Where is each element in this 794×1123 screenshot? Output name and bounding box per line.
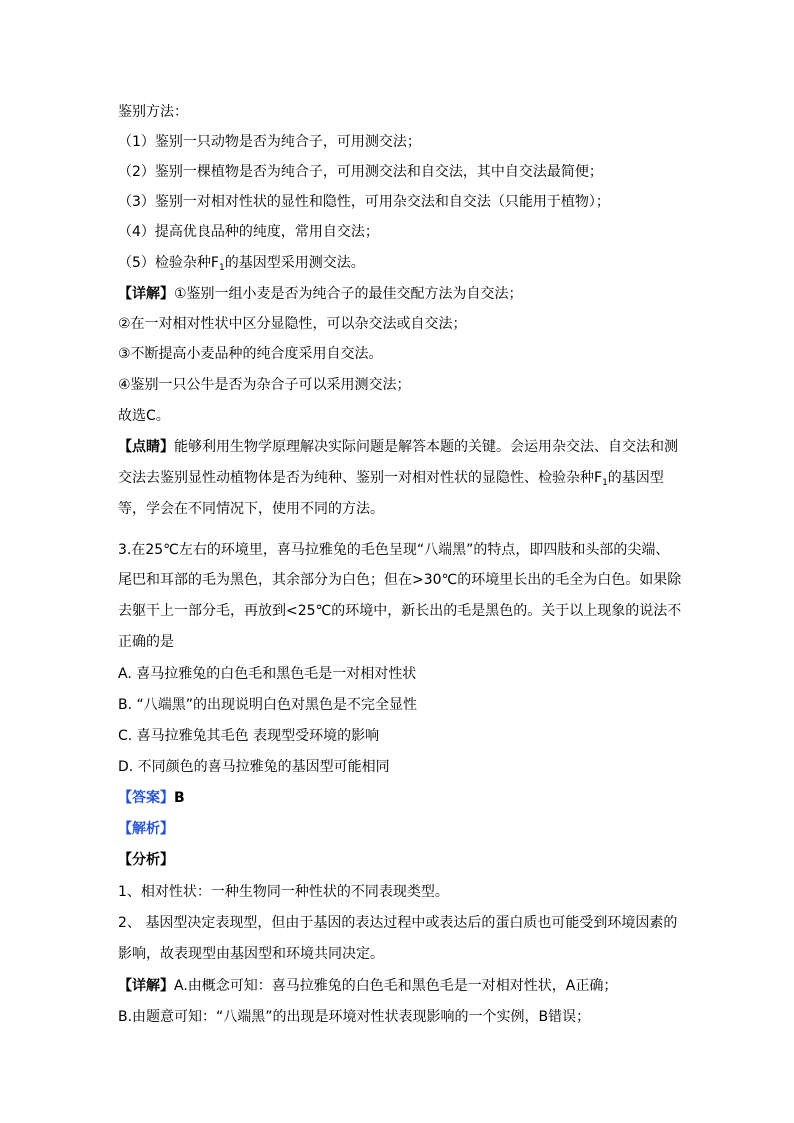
analysis-line: 影响，故表现型由基因型和环境共同决定。: [118, 946, 384, 962]
point-line: 【点睛】能够利用生物学原理解决实际问题是解答本题的关键。会运用杂交法、自交法和测: [118, 439, 678, 455]
text-line: （2）鉴别一棵植物是否为纯合子，可用测交法和自交法，其中自交法最简便；: [118, 164, 603, 180]
option-c: C. 喜马拉雅兔其毛色 表现型受环境的影响: [118, 728, 380, 744]
analysis-line: 2、 基因型决定表现型，但由于基因的表达过程中或表达后的蛋白质也可能受到环境因素的: [118, 915, 678, 931]
answer-tag: 【答案】: [118, 790, 174, 806]
question-line: 尾巴和耳部的毛为黑色，其余部分为白色；但在>30℃的环境里长出的毛全为白色。如果除: [118, 572, 682, 588]
text-line: （5）检验杂种$F_1$的基因型采用测交法。: [118, 255, 365, 273]
question-line: 去躯干上一部分毛，再放到<25℃的环境中，新长出的毛是黑色的。关于以上现象的说法不: [118, 603, 682, 619]
analysis-tag: 【解析】: [118, 821, 174, 837]
text-line: 鉴别方法：: [118, 104, 188, 120]
text-line: B.由题意可知：“八端黑”的出现是环境对性状表现影响的一个实例，B错误；: [118, 1009, 591, 1025]
text-line: ③不断提高小麦品种的纯合度采用自交法。: [118, 346, 383, 362]
answer-line: [118, 788, 718, 808]
detail-line: 【详解】①鉴别一组小麦是否为纯合子的最佳交配方法为自交法；: [118, 286, 523, 302]
detail-tag: 【详解】: [118, 286, 174, 302]
text-line: ④鉴别一只公牛是否为杂合子可以采用测交法；: [118, 377, 411, 393]
point-line: 等，学会在不同情况下，使用不同的方法。: [118, 501, 384, 517]
question-line: 3.在25℃左右的环境里，喜马拉雅兔的毛色呈现“八端黑”的特点，即四肢和头部的尖端、: [118, 542, 670, 558]
text-line: ②在一对相对性状中区分显隐性，可以杂交法或自交法；: [118, 316, 467, 332]
option-b: B. “八端黑”的出现说明白色对黑色是不完全显性: [118, 697, 418, 713]
option-a: A. 喜马拉雅兔的白色毛和黑色毛是一对相对性状: [118, 666, 417, 682]
detail-line: 【详解】A.由概念可知：喜马拉雅兔的白色毛和黑色毛是一对相对性状，A正确；: [118, 978, 618, 994]
answer-value: B: [174, 790, 185, 806]
analysis-sub-tag: 【分析】: [118, 852, 174, 868]
text-line: （4）提高优良品种的纯度，常用自交法；: [118, 224, 379, 240]
option-d: D. 不同颜色的喜马拉雅兔的基因型可能相同: [118, 759, 390, 775]
text-line: （1）鉴别一只动物是否为纯合子，可用测交法；: [118, 134, 421, 150]
analysis-line: 1、相对性状：一种生物同一种性状的不同表现类型。: [118, 884, 449, 900]
question-line: 正确的是: [118, 634, 174, 650]
text-line: 故选C。: [118, 408, 170, 424]
point-tag: 【点睛】: [118, 439, 174, 455]
detail-tag: 【详解】: [118, 978, 174, 994]
point-line: 交法去鉴别显性动植物体是否为纯种、鉴别一对相对性状的显隐性、检验杂种$F_1$的基因型: [118, 470, 664, 488]
text-line: （3）鉴别一对相对性状的显性和隐性，可用杂交法和自交法（只能用于植物）；: [118, 194, 610, 210]
